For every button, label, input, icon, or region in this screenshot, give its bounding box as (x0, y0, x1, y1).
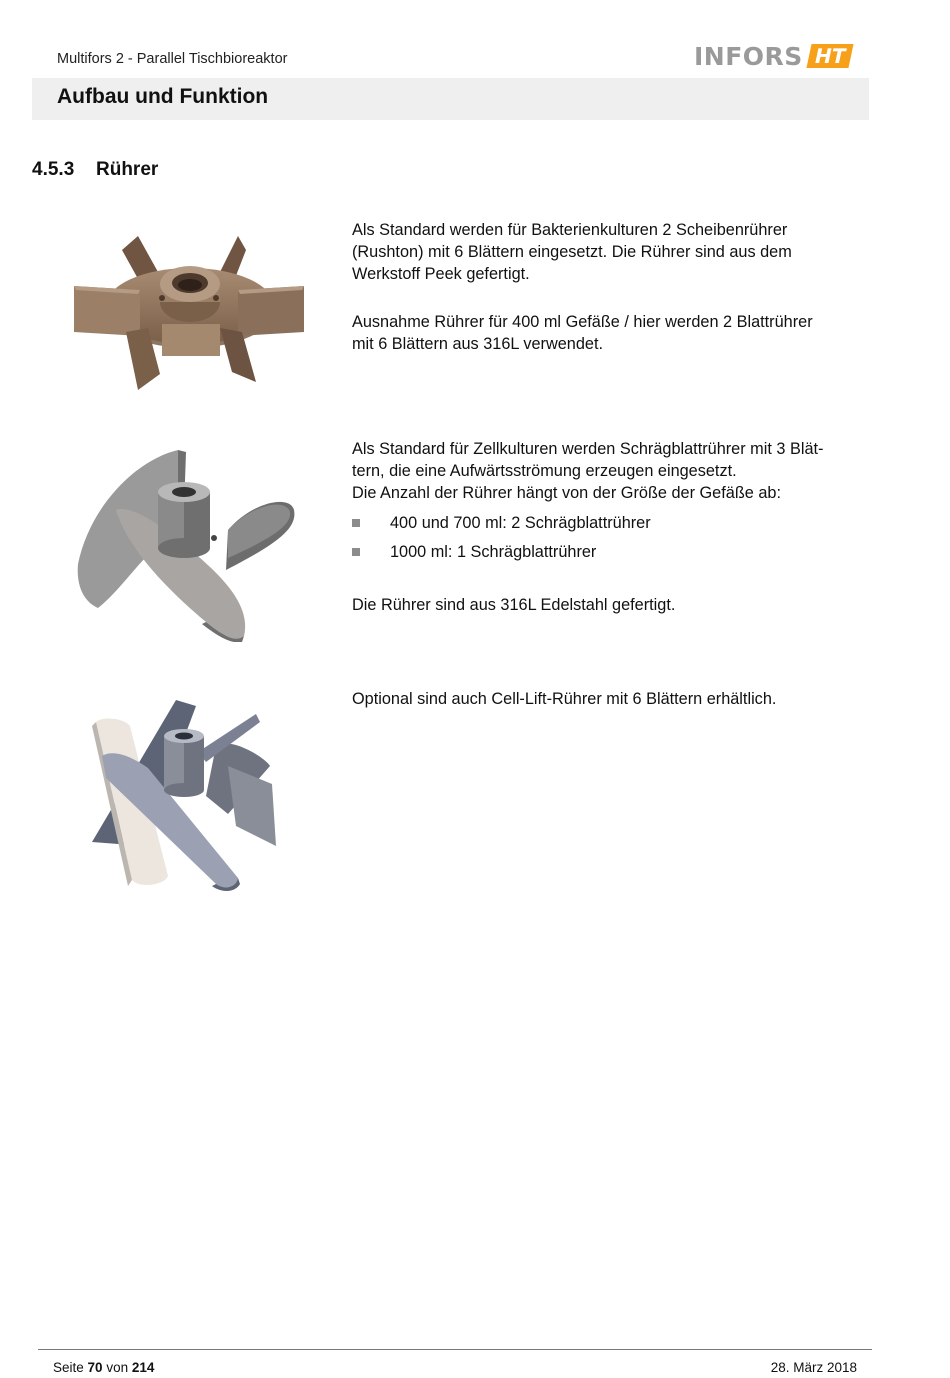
bullet-square-icon (352, 519, 360, 527)
footer-divider (38, 1349, 872, 1350)
chapter-banner (32, 78, 869, 120)
rushton-description (352, 219, 872, 285)
page-separator: von (102, 1360, 132, 1375)
cell-lift-impeller-image (88, 696, 284, 892)
section-number: 4.5.3 (32, 159, 75, 180)
infors-ht-logo (694, 40, 851, 72)
section-heading (32, 159, 158, 181)
pitched-blade-impeller-image (76, 446, 298, 642)
rushton-desc-line-1: Als Standard werden für Bakterienkulturen 2 Scheibenrührer (352, 221, 788, 239)
rushton-desc-line-2: (Rushton) mit 6 Blättern eingesetzt. Die Rührer sind aus dem (352, 243, 792, 261)
pitched-desc-line-3: Die Anzahl der Rührer hängt von der Größe der Gefäße ab: (352, 484, 781, 502)
page-number (53, 1360, 154, 1375)
rushton-note-line-2: mit 6 Blättern aus 316L verwendet. (352, 335, 603, 353)
page-total: 214 (131, 1360, 155, 1375)
rushton-impeller-image (70, 232, 310, 392)
pitched-desc-line-1: Als Standard für Zellkulturen werden Schrägblattrührer mit 3 Blät- (352, 440, 824, 458)
logo-text: INFORS (694, 41, 803, 71)
page-current: 70 (87, 1360, 103, 1375)
pitched-blade-description (352, 438, 872, 504)
page-prefix: Seite (53, 1360, 88, 1375)
rushton-exception-note (352, 311, 872, 355)
logo-badge: HT (806, 44, 853, 68)
bullet-square-icon (352, 548, 360, 556)
cell-lift-description: Optional sind auch Cell-Lift-Rührer mit 6 Blättern erhältlich. (352, 690, 777, 708)
document-date: 28. März 2018 (770, 1360, 857, 1375)
chapter-title: Aufbau und Funktion (57, 85, 269, 108)
rushton-desc-line-3: Werkstoff Peek gefertigt. (352, 265, 530, 283)
bullet-text: 1000 ml: 1 Schrägblattrührer (390, 543, 597, 561)
document-title: Multifors 2 - Parallel Tischbioreaktor (57, 51, 288, 67)
bullet-text: 400 und 700 ml: 2 Schrägblattrührer (390, 514, 651, 532)
pitched-material-note: Die Rührer sind aus 316L Edelstahl gefertigt. (352, 596, 676, 614)
section-title: Rührer (96, 159, 159, 180)
pitched-desc-line-2: tern, die eine Aufwärtsströmung erzeugen eingesetzt. (352, 462, 737, 480)
rushton-note-line-1: Ausnahme Rührer für 400 ml Gefäße / hier werden 2 Blattrührer (352, 313, 813, 331)
